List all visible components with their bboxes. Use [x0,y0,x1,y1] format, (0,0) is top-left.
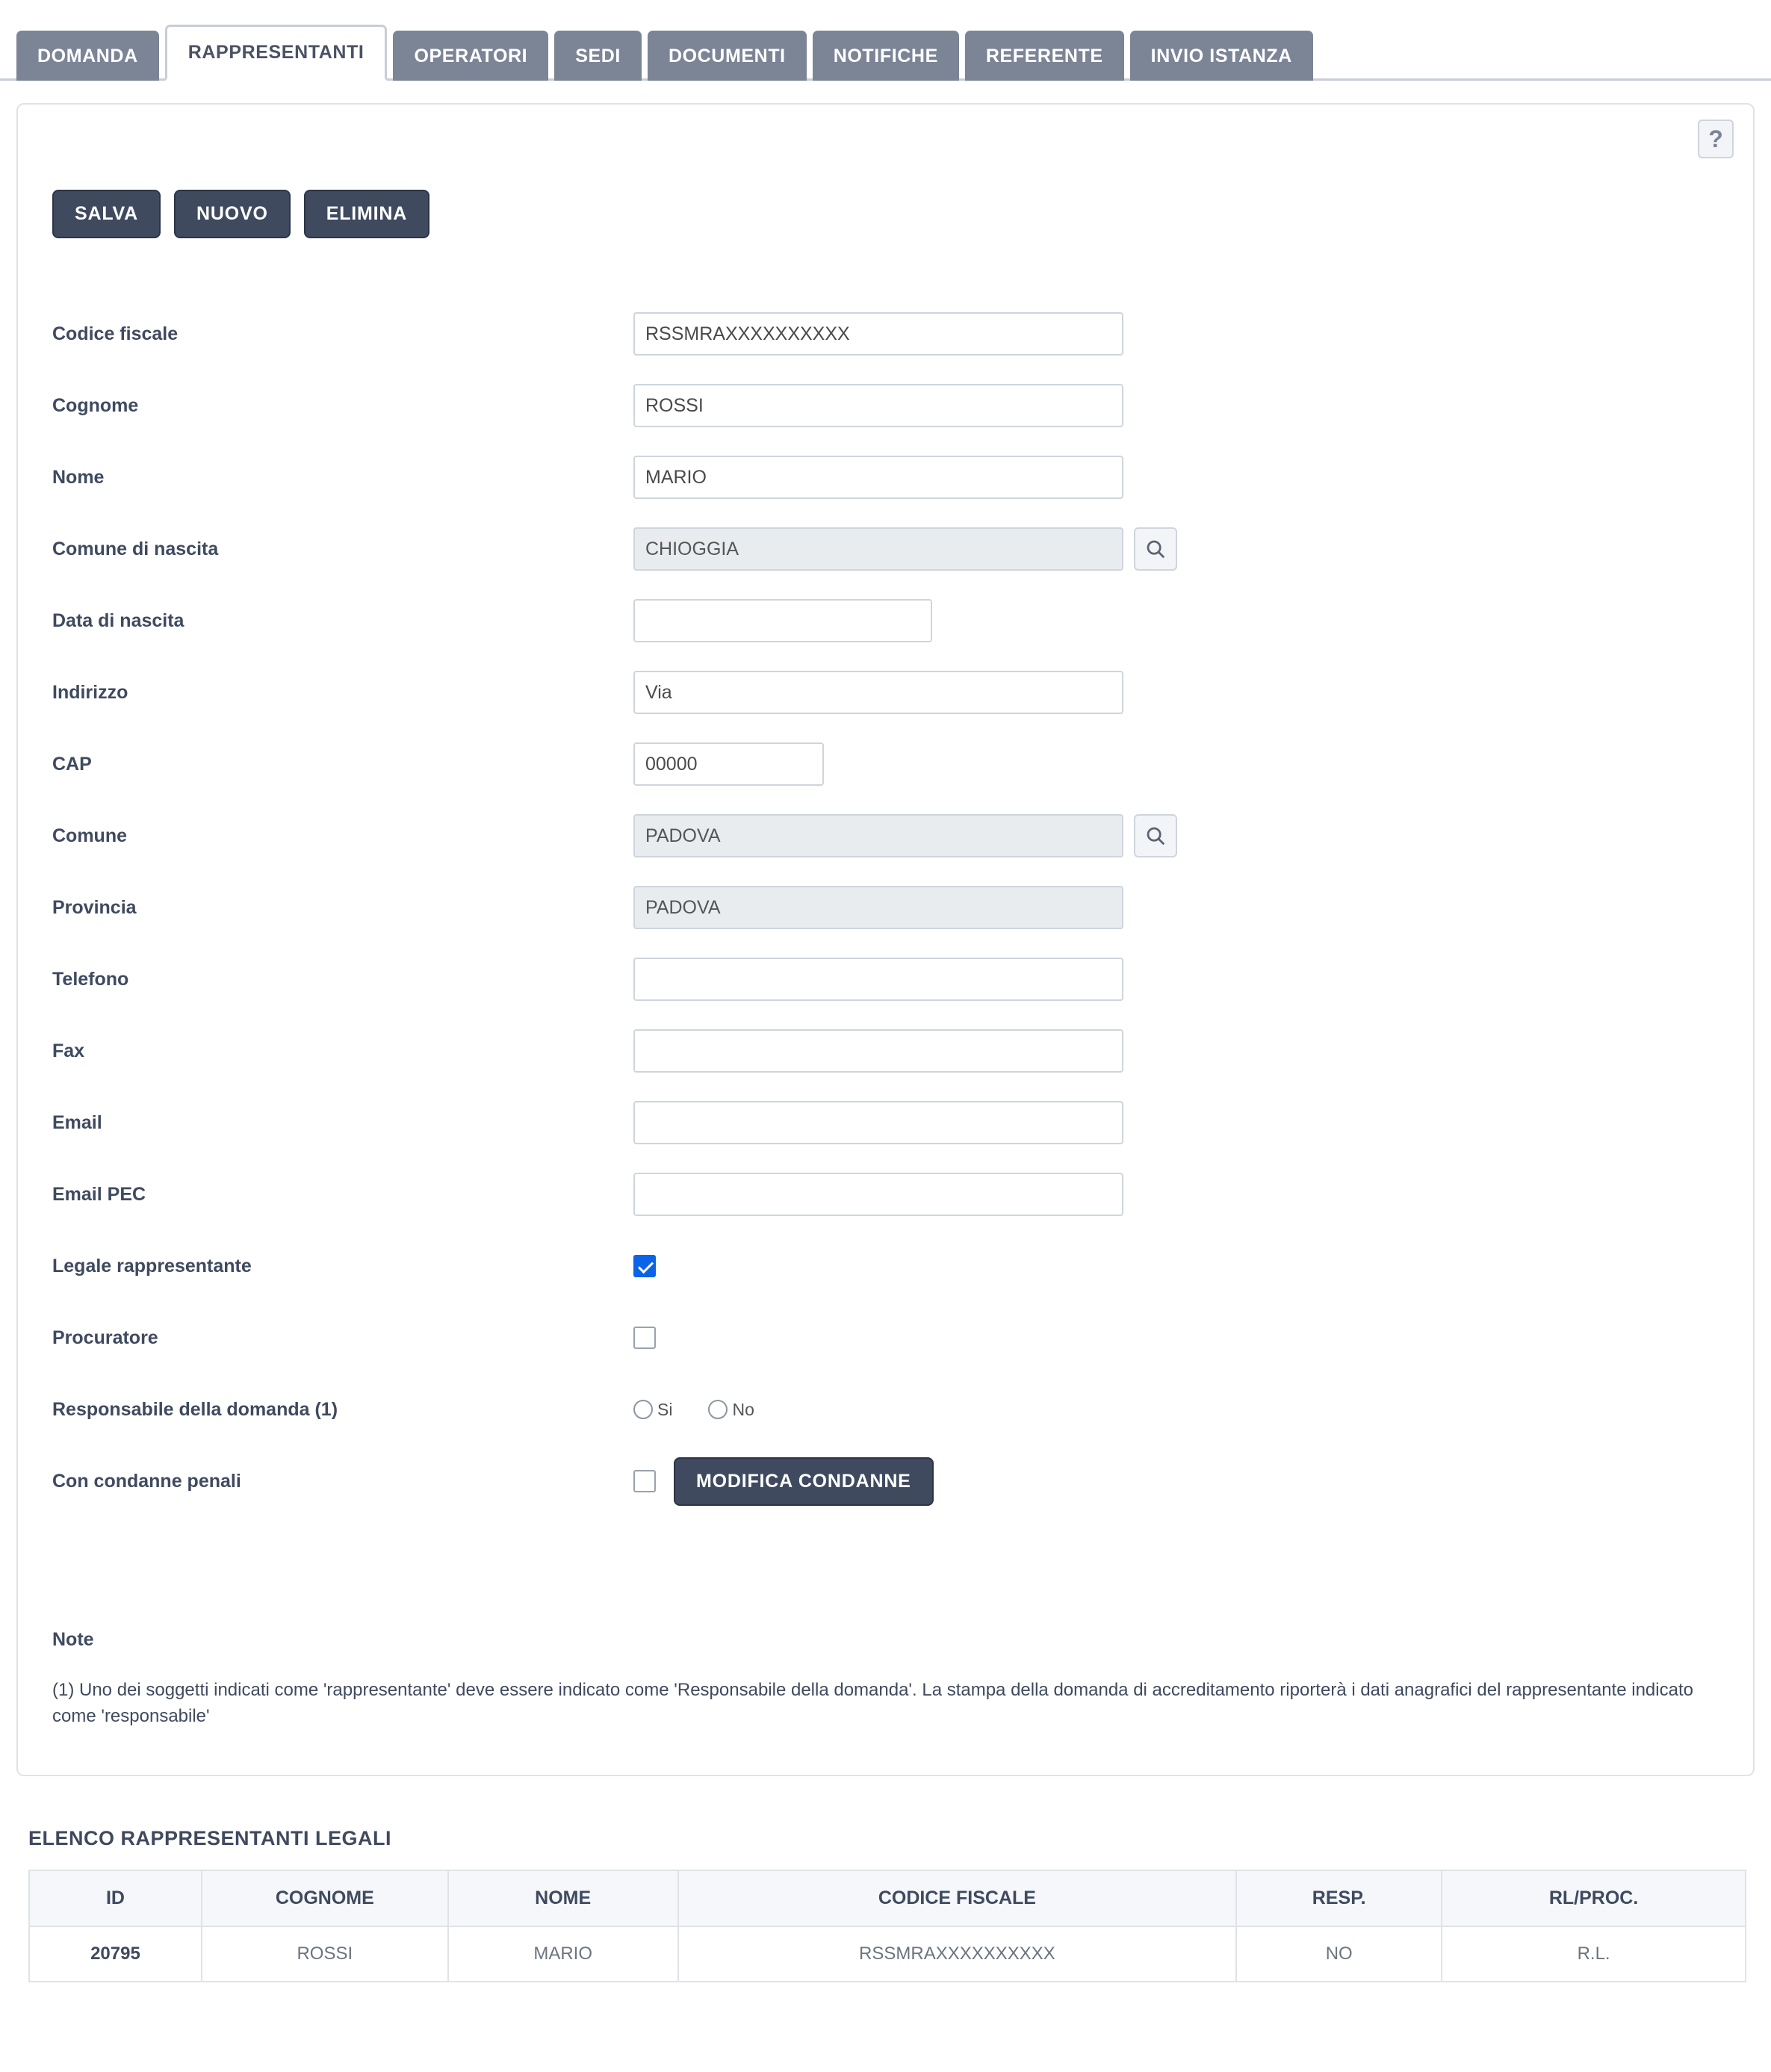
save-button[interactable]: SALVA [52,190,161,238]
column-header-rlproc: RL/PROC. [1442,1870,1746,1926]
label-condanne: Con condanne penali [52,1470,241,1492]
telefono-input[interactable] [633,958,1123,1001]
row-cognome [36,370,1735,441]
label-nome: Nome [52,466,105,488]
label-data-nascita: Data di nascita [52,609,184,631]
form-toolbar [52,190,1735,238]
radio-icon [708,1400,728,1419]
row-cap [36,728,1735,800]
tab-referente[interactable]: REFERENTE [965,31,1124,81]
codice-fiscale-input[interactable] [633,312,1123,356]
cell-cognome: ROSSI [202,1926,448,1982]
search-icon [1144,538,1167,560]
comune-search-button[interactable] [1134,814,1177,857]
label-comune: Comune [52,825,127,846]
row-legale-rappresentante [36,1230,1735,1302]
note-title: Note [52,1629,94,1650]
cell-nome: MARIO [448,1926,678,1982]
label-email: Email [52,1111,102,1133]
label-procuratore: Procuratore [52,1327,158,1348]
cell-id: 20795 [29,1926,202,1982]
data-nascita-input[interactable] [633,599,932,642]
row-provincia [36,872,1735,943]
label-indirizzo: Indirizzo [52,681,128,703]
label-cap: CAP [52,753,92,775]
list-title: ELENCO RAPPRESENTANTI LEGALI [28,1826,392,1849]
representatives-table [28,1870,1746,1982]
row-data-nascita [36,585,1735,657]
responsabile-option-no[interactable] [708,1400,754,1420]
responsabile-radio-group [633,1400,754,1420]
tab-operatori[interactable]: OPERATORI [393,31,548,81]
cell-rlproc: R.L. [1442,1926,1746,1982]
procuratore-checkbox[interactable] [633,1327,656,1349]
label-cognome: Cognome [52,394,139,416]
new-button[interactable]: NUOVO [174,190,291,238]
cap-input[interactable] [633,742,824,786]
cell-resp: NO [1236,1926,1442,1982]
indirizzo-input[interactable] [633,671,1123,714]
representative-form [36,298,1735,1517]
tab-bar [0,0,1771,81]
label-fax: Fax [52,1040,85,1061]
legale-rappresentante-checkbox[interactable] [633,1255,656,1277]
row-email [36,1087,1735,1158]
cognome-input[interactable] [633,384,1123,427]
tab-documenti[interactable]: DOCUMENTI [648,31,807,81]
comune-nascita-search-button[interactable] [1134,527,1177,571]
email-pec-input[interactable] [633,1173,1123,1216]
label-responsabile: Responsabile della domanda (1) [52,1398,338,1420]
column-header-cognome: COGNOME [202,1870,448,1926]
label-email-pec: Email PEC [52,1183,146,1205]
label-codice-fiscale: Codice fiscale [52,323,179,344]
row-email-pec [36,1158,1735,1230]
column-header-resp: RESP. [1236,1870,1442,1926]
responsabile-option-no-label: No [732,1399,754,1419]
responsabile-option-si-label: Si [657,1399,673,1419]
row-codice-fiscale [36,298,1735,370]
column-header-id: ID [29,1870,202,1926]
column-header-codice-fiscale: CODICE FISCALE [678,1870,1237,1926]
cell-codice-fiscale: RSSMRAXXXXXXXXXX [678,1926,1237,1982]
provincia-input [633,886,1123,929]
responsabile-option-si[interactable] [633,1400,672,1420]
row-indirizzo [36,657,1735,728]
tab-invio-istanza[interactable]: INVIO ISTANZA [1130,31,1313,81]
table-header-row [29,1870,1746,1926]
tab-domanda[interactable]: DOMANDA [16,31,159,81]
note-text: (1) Uno dei soggetti indicati come 'rappresentante' deve essere indicato come 'Responsabile della domanda'. La stampa della domanda di accreditamento riporterà i dati anagrafici del rappresentante indicato come 'responsabile' [52,1680,1693,1726]
fax-input[interactable] [633,1029,1123,1073]
radio-icon [633,1400,653,1419]
representative-form-card [16,103,1755,1776]
tab-notifiche[interactable]: NOTIFICHE [813,31,959,81]
table-row[interactable] [29,1926,1746,1982]
row-responsabile [36,1374,1735,1445]
column-header-nome: NOME [448,1870,678,1926]
row-condanne [36,1445,1735,1517]
row-procuratore [36,1302,1735,1374]
nome-input[interactable] [633,456,1123,499]
search-icon [1144,825,1167,847]
comune-input[interactable] [633,814,1123,857]
row-nome [36,441,1735,513]
row-comune-nascita [36,513,1735,585]
label-telefono: Telefono [52,968,129,990]
comune-nascita-input[interactable] [633,527,1123,571]
modifica-condanne-button[interactable]: MODIFICA CONDANNE [674,1457,934,1506]
condanne-checkbox[interactable] [633,1470,656,1492]
row-comune [36,800,1735,872]
tab-rappresentanti[interactable]: RAPPRESENTANTI [165,25,388,81]
row-fax [36,1015,1735,1087]
label-provincia: Provincia [52,896,137,918]
row-telefono [36,943,1735,1015]
email-input[interactable] [633,1101,1123,1144]
label-comune-nascita: Comune di nascita [52,538,219,559]
label-legale-rappresentante: Legale rappresentante [52,1255,252,1277]
delete-button[interactable]: ELIMINA [304,190,429,238]
tab-sedi[interactable]: SEDI [554,31,642,81]
help-icon[interactable]: ? [1698,120,1734,158]
